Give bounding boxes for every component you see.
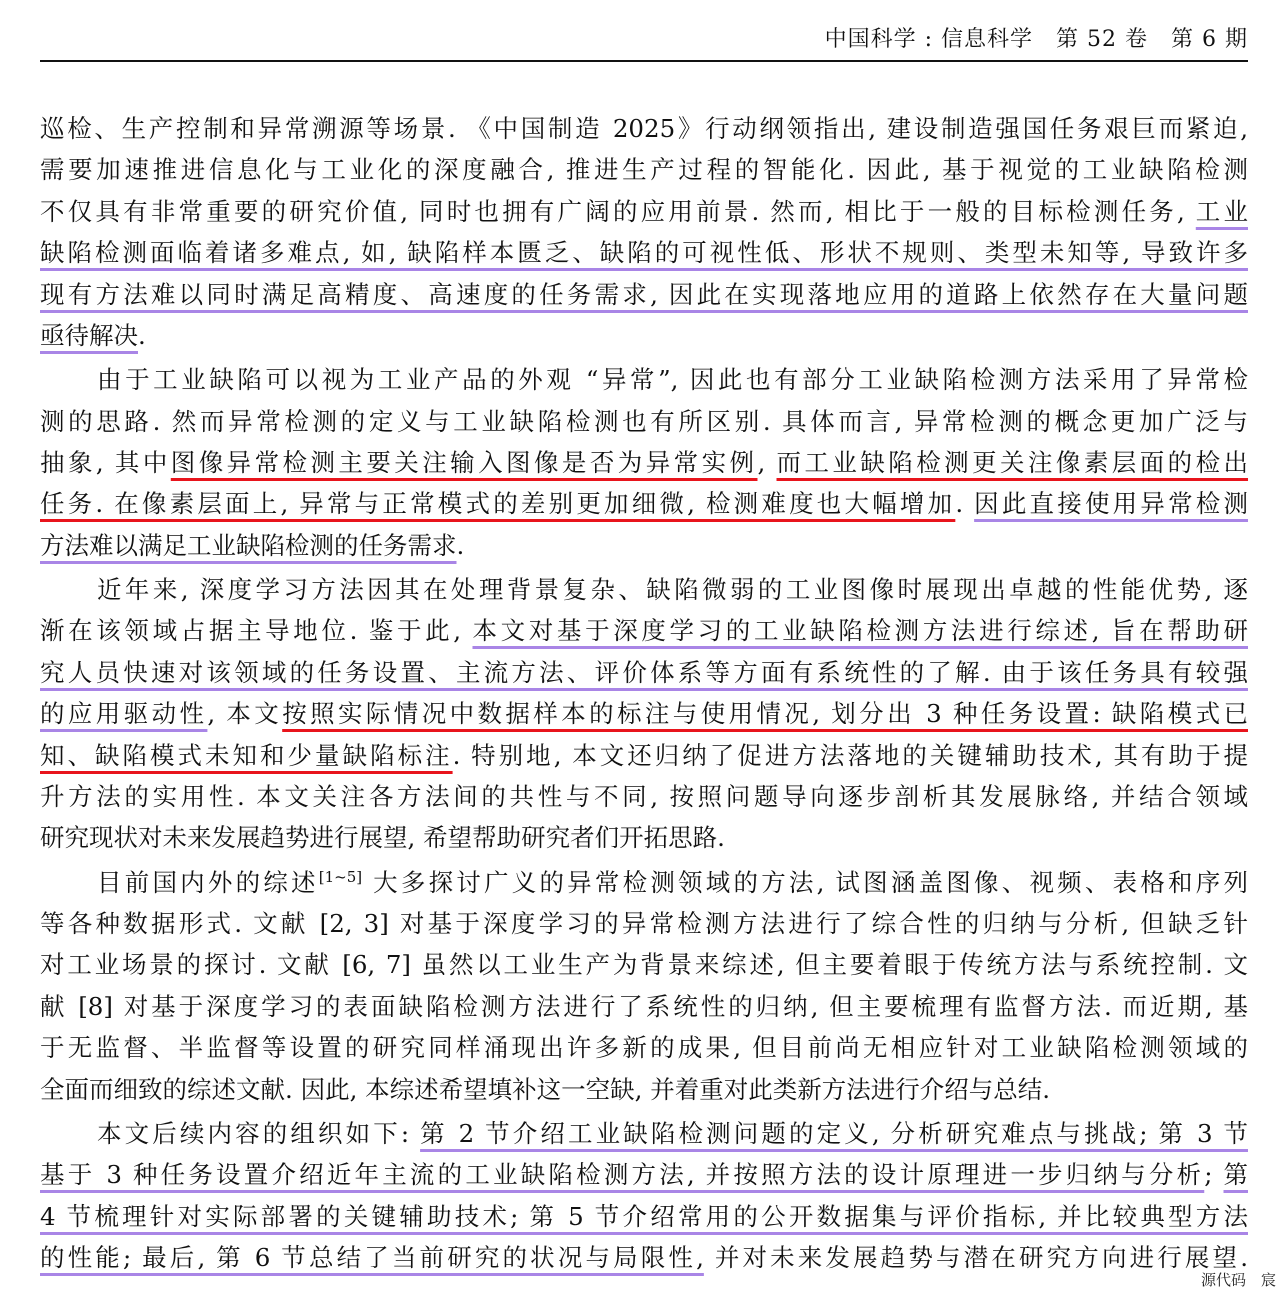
text-run: 由于工业缺陷可以视为工业产品的外观 “异常”, 因此也有部分工业缺陷检测方法采用了异常检 [97,365,1248,395]
text-line [40,1200,1248,1234]
text-line [40,573,1248,607]
purple-underlined-text: 第 [1223,1160,1248,1190]
text-line [40,1158,1248,1192]
purple-underlined-text: 的性能; 最后, 第 6 节总结了当前研究的状况与局限性, [40,1243,704,1272]
text-run: 研究现状对未来发展趋势进行展望, 希望帮助研究者们开拓思路. [40,823,725,853]
purple-underlined-text: 方法难以满足工业缺陷检测的任务需求 [40,530,457,560]
text-run: . 特别地, 本文还归纳了促进方法落地的关键辅助技术, 其有助于提 [452,740,1248,770]
purple-underlined-text: 4 节梳理针对实际部署的关键辅助技术; 第 5 节介绍常用的公开数据集与评价指标, 并比较典型方法 [40,1201,1248,1231]
text-line [40,780,1248,814]
text-run: , [757,448,777,477]
purple-underlined-text: 现有方法难以同时满足高精度、高速度的任务需求, 因此在实现落地应用的道路上依然存在大量问题 [40,279,1248,309]
text-line [40,1117,1248,1151]
text-line [40,990,1248,1024]
text-run: ; [1204,1160,1224,1190]
text-run: 并对未来发展趋势与潜在研究方向进行展望. [703,1243,1248,1272]
red-underlined-text: 知、缺陷模式未知和少量缺陷标注 [40,740,453,770]
text-line [40,614,1248,648]
text-run: 渐在该领域占据主导地位. 鉴于此, [40,616,473,646]
text-run: 等各种数据形式. 文献 [2, 3] 对基于深度学习的异常检测方法进行了综合性的归纳与分析, 但缺乏针 [40,909,1248,938]
text-run: 巡检、生产控制和异常溯源等场景. 《中国制造 2025》行动纲领指出, 建设制造强国任务艰巨而紧迫, [40,114,1248,143]
purple-underlined-text: 亟待解决 [40,321,138,350]
text-line [40,153,1248,187]
text-line [40,821,1248,855]
purple-underlined-text: 究人员快速对该领域的任务设置、主流方法、评价体系等方面有系统性的了解. 由于该任务具有较强 [40,657,1248,687]
text-run: 抽象, 其中 [40,448,171,477]
running-header: 中国科学 : 信息科学 第 52 卷 第 6 期 [824,27,1248,52]
text-line [40,446,1248,480]
text-run: 对工业场景的探讨. 文献 [6, 7] 虽然以工业生产为背景来综述, 但主要着眼于传统方法与系统控制. 文 [40,950,1248,980]
text-line [40,195,1248,229]
text-line [40,739,1248,773]
text-line [40,278,1248,312]
text-run: 不仅具有非常重要的研究价值, 同时也拥有广阔的应用前景. 然而, 相比于一般的目标检测任务, [40,196,1196,226]
purple-underlined-text: 工业 [1195,196,1248,226]
text-line [40,948,1248,982]
text-run: . [955,489,975,519]
text-line [40,319,1248,353]
red-underlined-text: 图像异常检测主要关注输入图像是否为异常实例 [170,448,758,477]
purple-underlined-text: 基于 3 种任务设置介绍近年主流的工业缺陷检测方法, 并按照方法的设计原理进一步归纳与分析 [40,1160,1205,1190]
purple-underlined-text: 缺陷检测面临着诸多难点, 如, 缺陷样本匮乏、缺陷的可视性低、形状不规则、类型未知等, 导致许多 [40,238,1248,268]
text-line [40,697,1248,731]
red-underlined-text: 任务. 在像素层面上, 异常与正常模式的差别更加细微, 检测难度也大幅增加 [40,489,956,519]
purple-underlined-text: 因此直接使用异常检测 [974,489,1249,519]
text-line [40,112,1248,146]
text-line [40,529,1248,563]
purple-underlined-text: 第 2 节介绍工业缺陷检测问题的定义, 分析研究难点与挑战; 第 3 节 [420,1118,1248,1148]
text-run: 本文后续内容的组织如下: [97,1118,421,1148]
text-run: 大多探讨广义的异常检测领域的方法, 试图涵盖图像、视频、表格和序列 [362,867,1248,897]
watermark: 源代码 宸 [1200,1271,1276,1289]
text-line [40,363,1248,397]
purple-underlined-text: 本文对基于深度学习的工业缺陷检测方法进行综述, 旨在帮助研 [472,616,1248,646]
text-run: 全面而细致的综述文献. 因此, 本综述希望填补这一空缺, 并着重对此类新方法进行介绍与总结. [40,1074,1051,1104]
text-run: . [138,321,146,350]
text-run: 献 [8] 对基于深度学习的表面缺陷检测方法进行了系统性的归纳, 但主要梳理有监督方法. 而近期, 基 [40,991,1248,1021]
purple-underlined-text: 的应用驱动性 [40,699,208,729]
text-line [40,866,1248,900]
header-rule [40,60,1248,62]
text-run: 升方法的实用性. 本文关注各方法间的共性与不同, 按照问题导向逐步剖析其发展脉络, 并结合领域 [40,782,1248,811]
text-run: 于无监督、半监督等设置的研究同样涌现出许多新的成果, 但目前尚无相应针对工业缺陷检测领域的 [40,1033,1248,1063]
text-run: 近年来, 深度学习方法因其在处理背景复杂、缺陷微弱的工业图像时展现出卓越的性能优势, 逐 [97,575,1248,604]
text-line [40,1073,1248,1107]
red-underlined-text: 按照实际情况中数据样本的标注与使用情况, 划分出 3 种任务设置: 缺陷模式已 [282,699,1248,729]
red-underlined-text: 而工业缺陷检测更关注像素层面的检出 [776,448,1249,477]
text-line [40,1241,1248,1275]
text-line [40,656,1248,690]
text-run: 需要加速推进信息化与工业化的深度融合, 推进生产过程的智能化. 因此, 基于视觉的工业缺陷检测 [40,155,1248,185]
text-line [40,487,1248,521]
text-run: 测的思路. 然而异常检测的定义与工业缺陷检测也有所区别. 具体而言, 异常检测的概念更加广泛与 [40,406,1248,436]
text-run: 目前国内外的综述 [97,867,319,897]
text-line [40,236,1248,270]
citation: [1~5] [318,867,363,886]
text-line [40,1031,1248,1065]
text-line [40,405,1248,439]
text-run: , 本文 [207,699,283,729]
text-line [40,907,1248,941]
text-run: . [456,530,465,560]
